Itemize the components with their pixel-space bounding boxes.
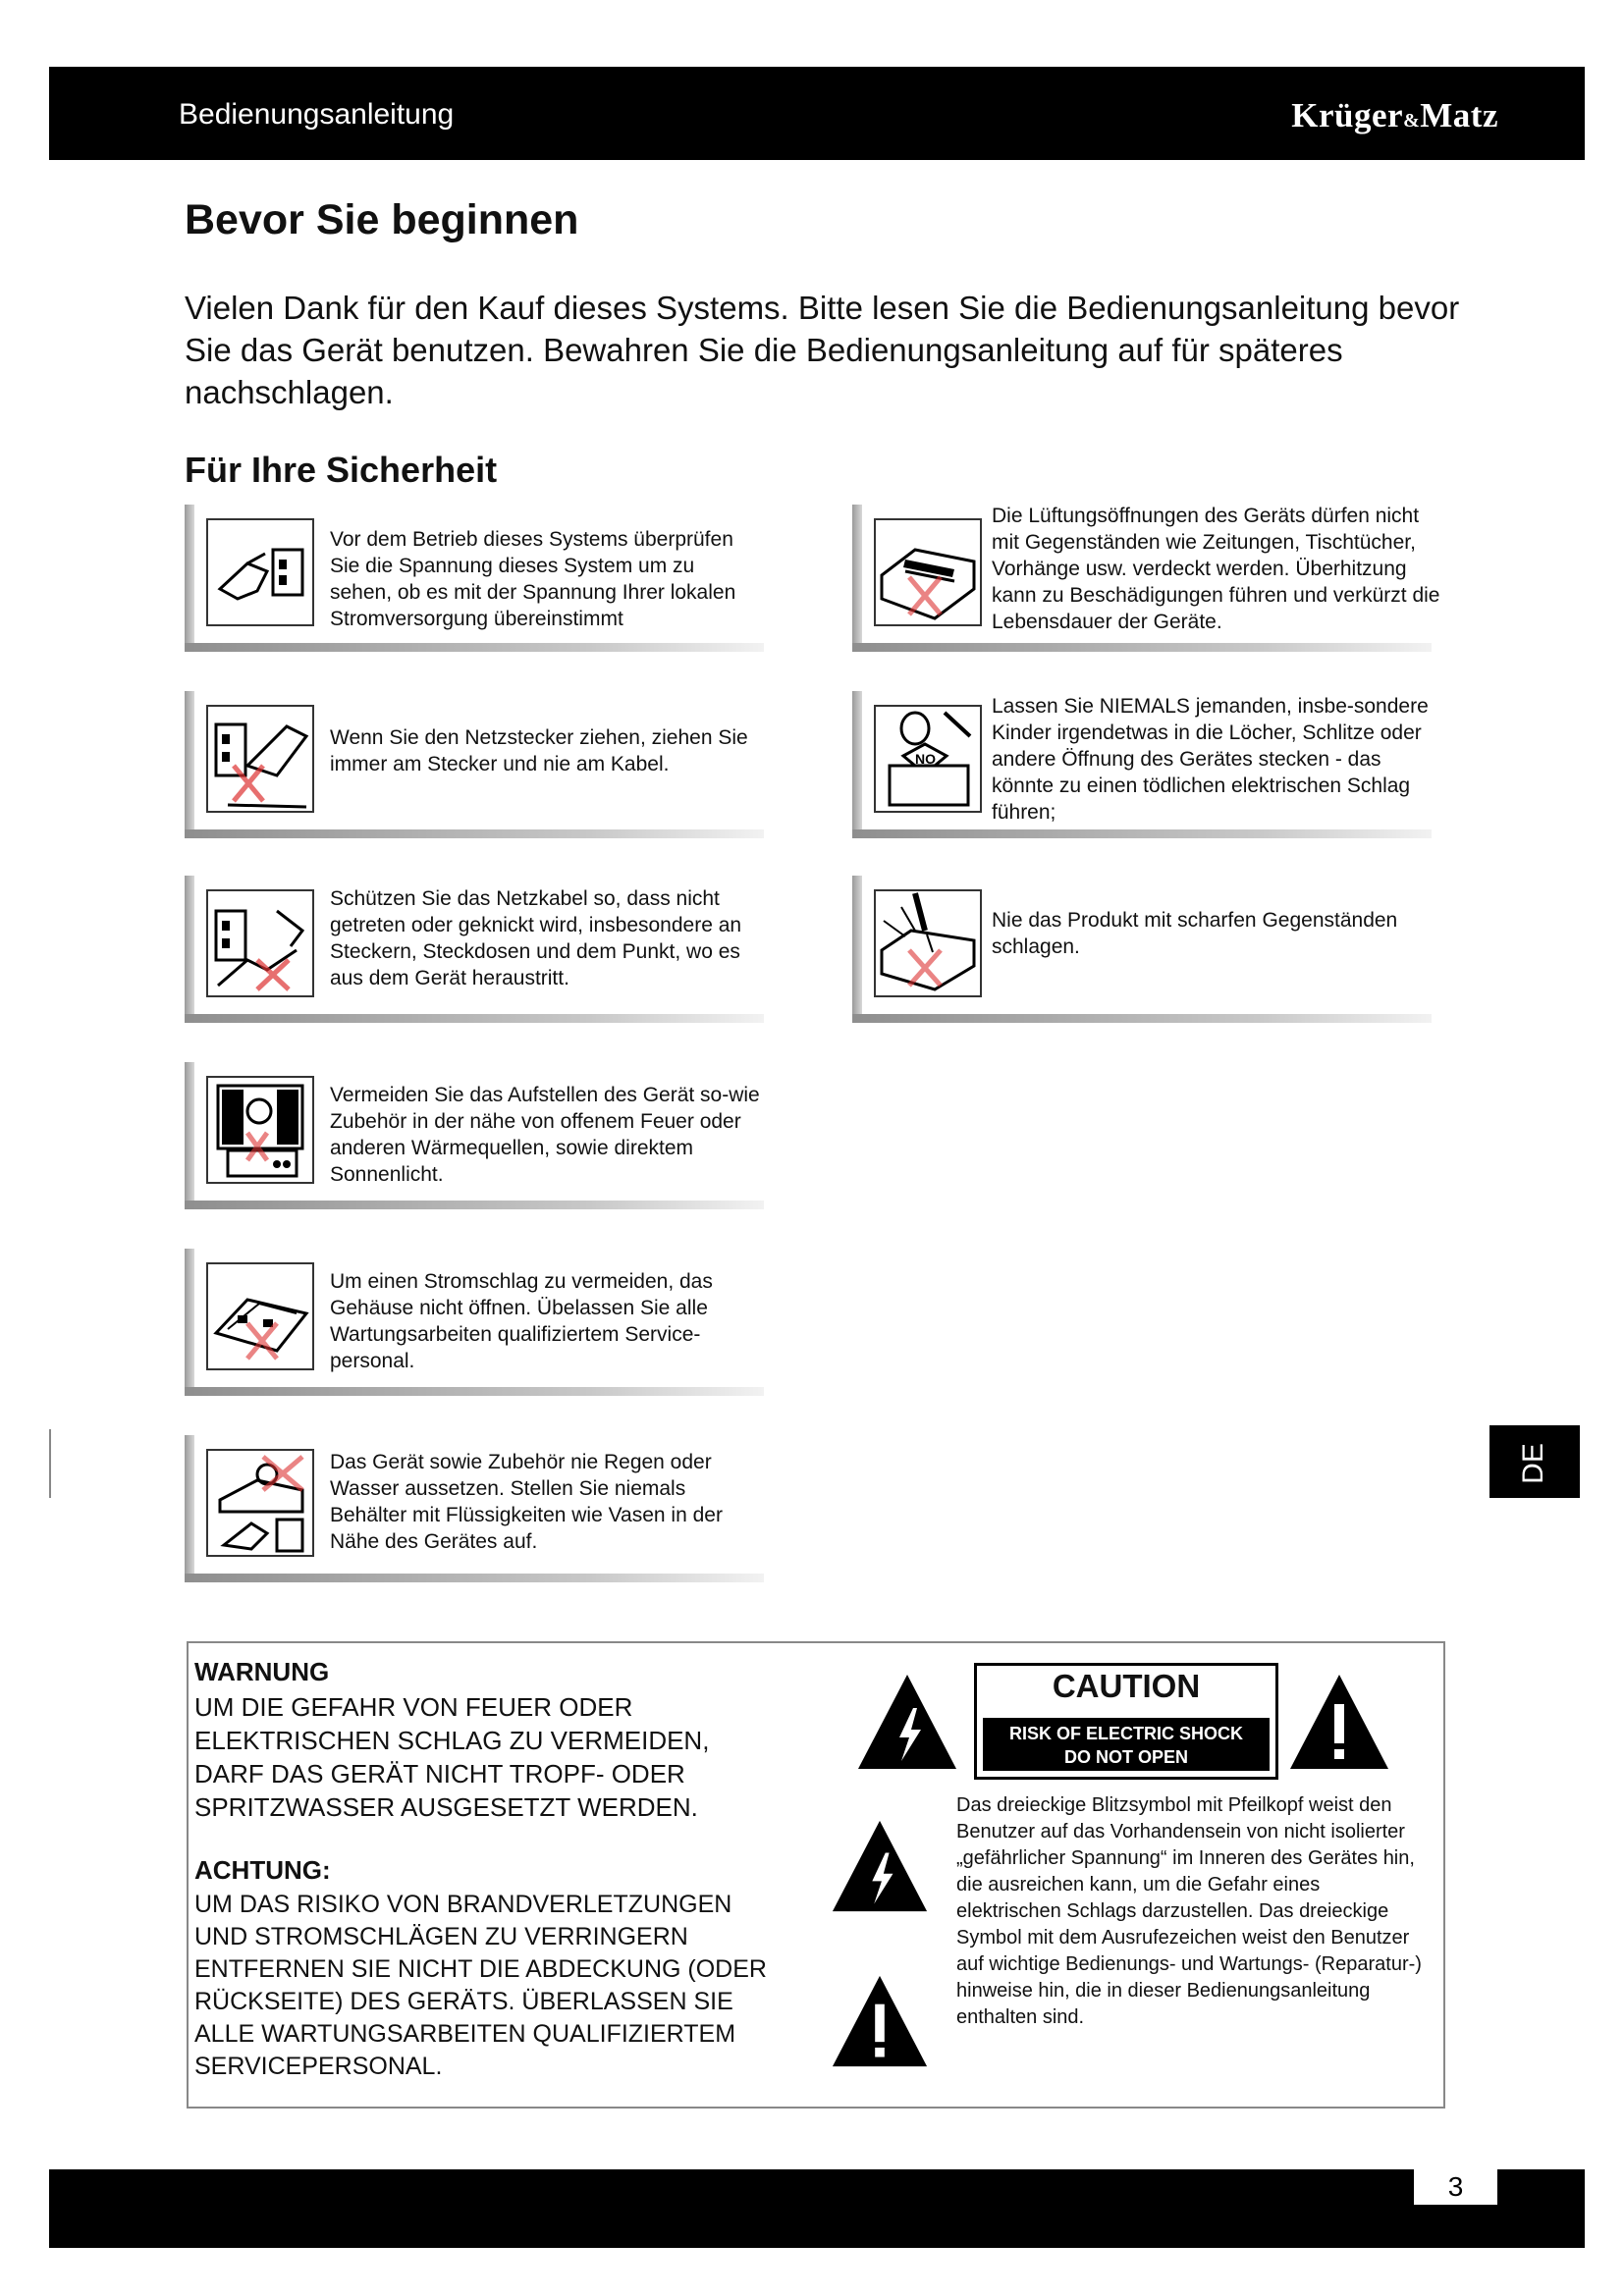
plug-voltage-icon <box>206 518 314 626</box>
warning-body: UM DIE GEFAHR VON FEUER ODER ELEKTRISCHEN SCHLAG ZU VERMEIDEN, DARF DAS GERÄT NICHT TROPF- ODER SPRITZWASSER AUSGESETZT WERDEN. <box>194 1692 710 1822</box>
safety-item: Nie das Produkt mit scharfen Gegenständen schlagen. <box>852 876 1432 1023</box>
safety-item: Vor dem Betrieb dieses Systems überprüfen Sie die Spannung dieses System um zu sehen, ob es mit der Spannung Ihrer lokalen Stromversorgung übereinstimmt <box>185 505 764 652</box>
page-number: 3 <box>1414 2169 1497 2205</box>
safety-item: Um einen Stromschlag zu vermeiden, das Gehäuse nicht öffnen. Übelassen Sie alle Wartungsarbeiten qualifiziertem Service-personal. <box>185 1249 764 1396</box>
caution-subtitle: RISK OF ELECTRIC SHOCK DO NOT OPEN <box>983 1718 1270 1771</box>
margin-line <box>49 1429 51 1498</box>
safety-heading: Für Ihre Sicherheit <box>185 450 498 490</box>
exclamation-warning-icon <box>1288 1673 1390 1771</box>
do-not-open-icon <box>206 1262 314 1370</box>
caution-title: CAUTION <box>1052 1668 1201 1704</box>
caution-label <box>974 1663 1278 1780</box>
no-badge: NO <box>915 751 936 767</box>
safety-item: Vermeiden Sie das Aufstellen des Gerät so-wie Zubehör in der nähe von offenem Feuer oder anderen Wärmequellen, sowie direktem Sonnenlicht. <box>185 1062 764 1209</box>
intro-text: Vielen Dank für den Kauf dieses Systems. Bitte lesen Sie die Bedienungsanleitung bevor Sie das Gerät benutzen. Bewahren Sie die Bedienungsanleitung auf für späteres nachschlagen. <box>185 290 1460 410</box>
page-title: Bevor Sie beginnen <box>185 196 579 243</box>
safety-item: Schützen Sie das Netzkabel so, dass nicht getreten oder geknickt wird, insbesondere an Steckern, Steckdosen und dem Punkt, wo es aus dem Gerät heraustritt. <box>185 876 764 1023</box>
no-water-icon <box>206 1449 314 1557</box>
heat-sun-icon <box>206 1076 314 1184</box>
lightning-symbol-icon <box>831 1818 929 1914</box>
language-tab: DE <box>1489 1425 1580 1498</box>
footer-bar <box>49 2169 1585 2248</box>
no-objects-icon <box>874 705 982 813</box>
warning-title: WARNUNG <box>194 1657 330 1686</box>
ventilation-icon <box>874 518 982 626</box>
header-bar <box>49 67 1585 160</box>
safety-item: NO Lassen Sie NIEMALS jemanden, insbe-sondere Kinder irgendetwas in die Löcher, Schlitze oder andere Öffnung des Gerätes stecken - das könnte zu einen tödlichen elektrischen Schlag führen; <box>852 691 1432 838</box>
symbol-explanation: Das dreieckige Blitzsymbol mit Pfeilkopf weist den Benutzer auf das Vorhandensein von nicht isolierter „gefährlicher Spannung“ im Inneren des Gerätes hin, die ausreichen kann, um die Gefahr eines elektrischen Schlags darzustellen. Das dreieckige Symbol mit dem Ausrufezeichen weist den Benutzer auf wichtige Bedienungs- und Wartungs- (Reparatur-) hinweise hin, die in dieser Bedienungsanleitung enthalten sind. <box>956 1794 1422 2028</box>
safety-item: Das Gerät sowie Zubehör nie Regen oder Wasser aussetzen. Stellen Sie niemals Behälter mit Flüssigkeiten wie Vasen in der Nähe des Gerätes auf. <box>185 1435 764 1582</box>
warning-box <box>187 1641 1445 2109</box>
achtung-title: ACHTUNG: <box>194 1855 331 1885</box>
unplug-icon <box>206 705 314 813</box>
achtung-body: UM DAS RISIKO VON BRANDVERLETZUNGEN UND STROMSCHLÄGEN ZU VERRINGERN ENTFERNEN SIE NICHT DIE ABDECKUNG (ODER RÜCKSEITE) DES GERÄTS. ÜBERLASSEN SIE ALLE WARTUNGSARBEITEN QUALIFIZIERTEM SERVICEPERSONAL. <box>194 1891 767 2080</box>
safety-item: Wenn Sie den Netzstecker ziehen, ziehen Sie immer am Stecker und nie am Kabel. <box>185 691 764 838</box>
lightning-warning-icon <box>856 1673 958 1771</box>
safety-item: Die Lüftungsöffnungen des Geräts dürfen nicht mit Gegenständen wie Zeitungen, Tischtücher, Vorhänge usw. verdeckt werden. Überhitzung kann zu Beschädigungen führen und verkürzt die Lebensdauer der Geräte. <box>852 505 1432 652</box>
cable-protect-icon <box>206 889 314 997</box>
doc-title: Bedienungsanleitung <box>179 98 455 131</box>
exclamation-symbol-icon <box>831 1973 929 2069</box>
brand-logo: Krüger&Matz <box>1291 96 1498 134</box>
no-sharp-objects-icon <box>874 889 982 997</box>
